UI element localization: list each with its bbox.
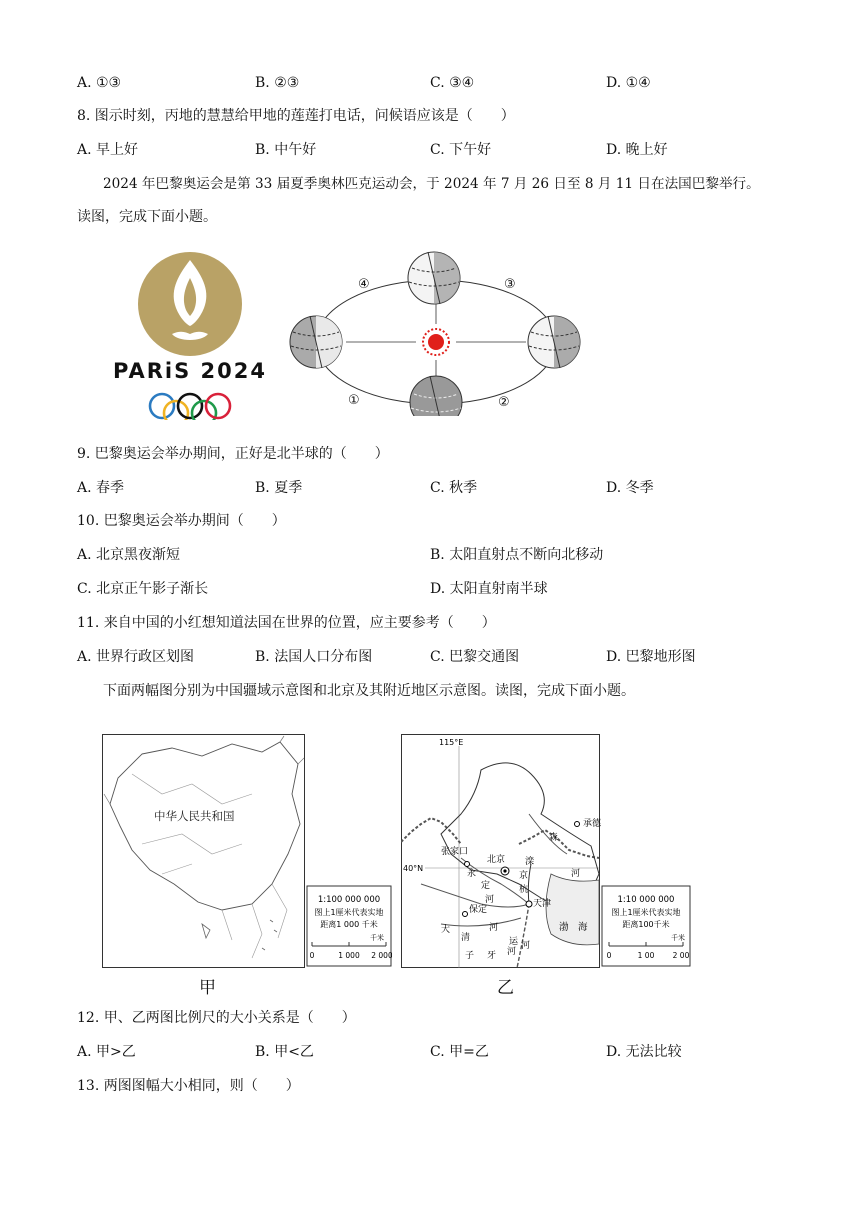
q11-option-c: C. 巴黎交通图: [430, 649, 520, 665]
map-yi-scale-desc1: 图上1厘米代表实地: [611, 908, 681, 917]
q8-stem: 8. 图示时刻，丙地的慧慧给甲地的莲莲打电话，问候语应该是（ ）: [77, 108, 515, 124]
map-jia-scale-ratio: 1:100 000 000: [317, 895, 381, 905]
q12-option-d: D. 无法比较: [606, 1044, 682, 1060]
q9-option-b: B. 夏季: [255, 480, 303, 496]
earth-bottom-icon: [410, 376, 462, 416]
q9-stem: 9. 巴黎奥运会举办期间，正好是北半球的（ ）: [77, 446, 389, 462]
q11-stem: 11. 来自中国的小红想知道法国在世界的位置，应主要参考（ ）: [77, 615, 496, 631]
orbit-label-1: ①: [348, 393, 360, 408]
q11-option-b: B. 法国人口分布图: [255, 649, 373, 665]
q10-stem: 10. 巴黎奥运会举办期间（ ）: [77, 513, 286, 529]
map-yi-place-beijing: 北京: [487, 855, 506, 865]
q11-option-a: A. 世界行政区划图: [77, 649, 195, 665]
map-yi-scale-unit: 千米: [671, 934, 685, 942]
map-yi-place-baoding: 保定: [469, 905, 488, 915]
map-yi-caption: 乙: [497, 978, 514, 998]
q10-option-b: B. 太阳直射点不断向北移动: [430, 547, 604, 563]
q9-option-c: C. 秋季: [430, 480, 478, 496]
q7-option-c: C. ③④: [430, 75, 475, 91]
map-yi-river-char-4: 滦: [525, 857, 535, 867]
passage1-line2: 读图，完成下面小题。: [77, 209, 217, 225]
q10-option-c: C. 北京正午影子渐长: [77, 581, 209, 597]
map-yi-river-char-5: 河: [571, 869, 581, 879]
q7-option-b: B. ②③: [255, 75, 300, 91]
map-yi-river-char-11: 河: [507, 947, 517, 957]
q8-option-a: A. 早上好: [77, 142, 139, 158]
earth-left-icon: [290, 316, 342, 368]
q13-stem: 13. 两图图幅大小相同，则（ ）: [77, 1078, 300, 1094]
map-yi-river-char-3: 河: [485, 895, 495, 905]
map-yi: [401, 734, 693, 970]
q12-stem: 12. 甲、乙两图比例尺的大小关系是（ ）: [77, 1010, 356, 1026]
orbit-label-2: ②: [498, 395, 510, 410]
map-yi-river-char-6: 大: [441, 925, 451, 935]
map-yi-river-char-7: 清: [461, 933, 471, 943]
map-yi-lat-label: 40°N: [403, 864, 424, 873]
map-yi-river-char-1: 永: [467, 869, 477, 879]
map-yi-scale-desc2: 距离100千米: [622, 920, 670, 929]
map-yi-tick-0: 0: [606, 951, 612, 960]
q7-option-a: A. ①③: [77, 75, 122, 91]
map-jia-tick-1: 1 000: [338, 951, 360, 960]
q9-option-d: D. 冬季: [606, 480, 654, 496]
map-yi-river-char-9: 子: [465, 951, 475, 961]
orbit-label-3: ③: [504, 277, 516, 292]
map-jia: [102, 734, 392, 970]
map-yi-scale-ratio: 1:10 000 000: [617, 895, 675, 905]
map-jia-tick-2: 2 000: [371, 951, 392, 960]
map-yi-place-chengde: 承德: [583, 819, 602, 829]
map-yi-extra: 森: [549, 833, 559, 843]
sun-icon: [423, 329, 449, 355]
map-jia-tick-0: 0: [309, 951, 315, 960]
q12-option-c: C. 甲=乙: [430, 1044, 489, 1060]
q7-option-d: D. ①④: [606, 75, 651, 91]
orbit-label-4: ④: [358, 277, 370, 292]
q10-option-a: A. 北京黑夜渐短: [77, 547, 181, 563]
map-yi-river-char-14: 运: [509, 937, 519, 947]
map-yi-river-char-15: 河: [521, 941, 531, 951]
earth-top-icon: [408, 252, 460, 304]
map-yi-tick-1: 1 00: [637, 951, 655, 960]
q12-option-a: A. 甲>乙: [77, 1044, 136, 1060]
q12-option-b: B. 甲<乙: [255, 1044, 314, 1060]
map-yi-river-char-10: 牙: [487, 951, 497, 961]
q10-option-d: D. 太阳直射南半球: [430, 581, 548, 597]
earth-orbit-diagram: [288, 246, 584, 416]
passage2-line1: 下面两幅图分别为中国疆域示意图和北京及其附近地区示意图。读图，完成下面小题。: [103, 683, 635, 699]
map-jia-scale-desc1: 图上1厘米代表实地: [314, 908, 384, 917]
map-jia-scale-desc2: 距离1 000 千米: [320, 920, 378, 929]
paris-2024-logo: [106, 248, 276, 420]
earth-right-icon: [528, 316, 580, 368]
map-yi-river-char-13: 杭: [519, 885, 529, 895]
q9-option-a: A. 春季: [77, 480, 125, 496]
q8-option-c: C. 下午好: [430, 142, 492, 158]
map-yi-river-char-2: 定: [481, 881, 491, 891]
map-yi-river-char-8: 河: [489, 923, 499, 933]
passage1-line1: 2024 年巴黎奥运会是第 33 届夏季奥林匹克运动会，于 2024 年 7 月 26 日至 8 月 11 日在法国巴黎举行。: [103, 176, 760, 192]
q11-option-d: D. 巴黎地形图: [606, 649, 696, 665]
map-yi-lon-label: 115°E: [439, 738, 464, 747]
map-yi-tick-2: 2 00: [672, 951, 690, 960]
q8-option-d: D. 晚上好: [606, 142, 668, 158]
map-jia-scale-unit: 千米: [370, 934, 384, 942]
map-yi-place-zhangjiakou: 张家口: [441, 847, 469, 857]
map-jia-country-label: 中华人民共和国: [154, 809, 235, 823]
map-jia-caption: 甲: [199, 978, 216, 998]
map-yi-river-char-12: 京: [519, 871, 529, 881]
q8-option-b: B. 中午好: [255, 142, 317, 158]
map-yi-place-bohai: 渤 海: [559, 922, 588, 933]
logo-text: PARiS 2024: [113, 359, 267, 383]
map-yi-place-tianjin: 天津: [533, 899, 552, 909]
